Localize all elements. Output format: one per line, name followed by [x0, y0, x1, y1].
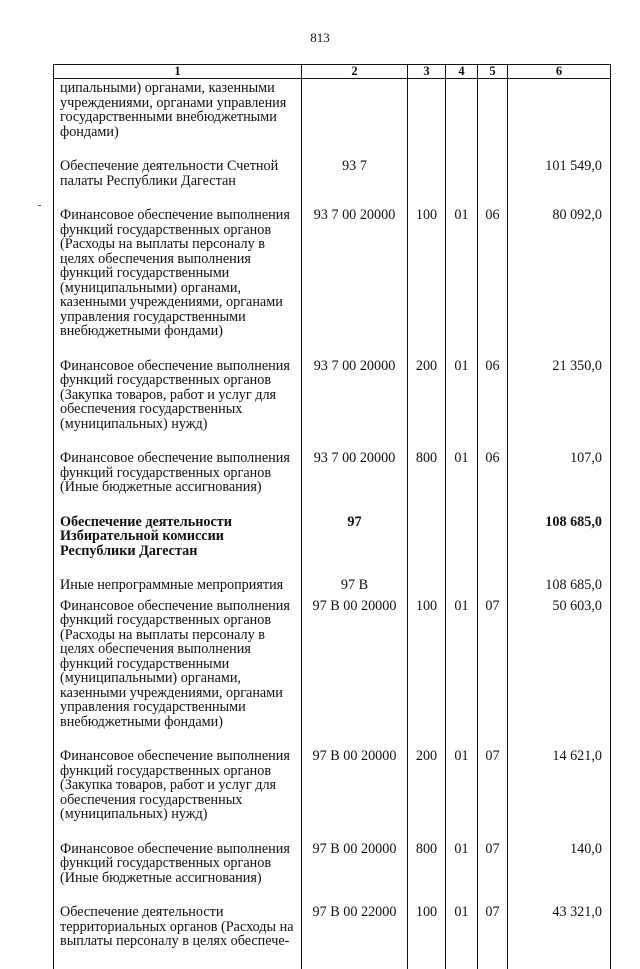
row-name-cell: ципальными) органами, казенными учреждениями, органами управления государственными внебюджетными фондами) [54, 79, 302, 160]
row-vr-cell: 100 [408, 599, 446, 750]
table-row [54, 79, 611, 160]
row-amount-cell [508, 79, 611, 160]
row-amount-cell: 50 603,0 [508, 599, 611, 750]
row-vr-cell: 200 [408, 359, 446, 452]
col-header-vr: 3 [408, 65, 446, 79]
row-rz-cell [446, 515, 478, 579]
col-header-code: 2 [302, 65, 408, 79]
row-amount-cell: 140,0 [508, 842, 611, 906]
row-name-cell: Обеспечение деятельности территориальных органов (Расходы на выплаты персоналу в целях обеспече- [54, 905, 302, 969]
row-name-cell: Финансовое обеспечение выполнения функций государственных органов (Иные бюджетные ассигнования) [54, 451, 302, 515]
row-name-cell: Обеспечение деятельности Избирательной комиссии Республики Дагестан [54, 515, 302, 579]
header-row [54, 65, 611, 79]
row-vr-cell [408, 79, 446, 160]
row-vr-cell: 200 [408, 749, 446, 842]
row-pr-cell: 07 [478, 599, 508, 750]
col-header-name: 1 [54, 65, 302, 79]
row-pr-cell [478, 159, 508, 208]
row-rz-cell: 01 [446, 451, 478, 515]
col-header-amount: 6 [508, 65, 611, 79]
table-row [54, 842, 611, 906]
row-vr-cell [408, 515, 446, 579]
row-vr-cell: 800 [408, 842, 446, 906]
table-row [54, 208, 611, 359]
budget-table [53, 64, 611, 969]
row-vr-cell: 800 [408, 451, 446, 515]
table-row [54, 905, 611, 969]
row-rz-cell: 01 [446, 208, 478, 359]
row-code-cell: 93 7 [302, 159, 408, 208]
row-code-cell: 93 7 00 20000 [302, 451, 408, 515]
row-name-cell: Финансовое обеспечение выполнения функций государственных органов (Закупка товаров, работ и услуг для обеспечения государственных (муниципальных) нужд) [54, 749, 302, 842]
row-amount-cell: 107,0 [508, 451, 611, 515]
row-pr-cell: 07 [478, 749, 508, 842]
table-row [54, 159, 611, 208]
table-row [54, 359, 611, 452]
row-name-cell: Иные непрограммные мепроприятия [54, 578, 302, 599]
row-code-cell: 93 7 00 20000 [302, 208, 408, 359]
row-pr-cell: 07 [478, 842, 508, 906]
row-rz-cell: 01 [446, 599, 478, 750]
row-rz-cell: 01 [446, 905, 478, 969]
row-pr-cell: 07 [478, 905, 508, 969]
row-amount-cell: 101 549,0 [508, 159, 611, 208]
row-rz-cell [446, 79, 478, 160]
row-code-cell: 97 В 00 20000 [302, 749, 408, 842]
table-row [54, 451, 611, 515]
row-pr-cell [478, 79, 508, 160]
row-rz-cell: 01 [446, 359, 478, 452]
col-header-pr: 5 [478, 65, 508, 79]
row-amount-cell: 43 321,0 [508, 905, 611, 969]
row-amount-cell: 108 685,0 [508, 578, 611, 599]
row-name-cell: Обеспечение деятельности Счетной палаты Республики Дагестан [54, 159, 302, 208]
row-name-cell: Финансовое обеспечение выполнения функций государственных органов (Расходы на выплаты персоналу в целях обеспечения выполнения функций государственными (муниципальными) органами, казенными учреждениями, органами управления государственными внебюджетными фондами) [54, 599, 302, 750]
row-amount-cell: 14 621,0 [508, 749, 611, 842]
table-row [54, 749, 611, 842]
row-rz-cell [446, 159, 478, 208]
row-code-cell: 97 В 00 20000 [302, 599, 408, 750]
row-code-cell: 97 В 00 20000 [302, 842, 408, 906]
row-pr-cell [478, 515, 508, 579]
row-vr-cell [408, 578, 446, 599]
row-name-cell: Финансовое обеспечение выполнения функций государственных органов (Иные бюджетные ассигнования) [54, 842, 302, 906]
row-code-cell: 97 [302, 515, 408, 579]
row-name-cell: Финансовое обеспечение выполнения функций государственных органов (Расходы на выплаты персоналу в целях обеспечения выполнения функций государственными (муниципальными) органами, казенными учреждениями, органами управления государственными внебюджетными фондами) [54, 208, 302, 359]
table-row [54, 578, 611, 599]
margin-mark [38, 205, 41, 206]
row-vr-cell: 100 [408, 905, 446, 969]
row-code-cell: 97 В [302, 578, 408, 599]
table-row [54, 599, 611, 750]
row-amount-cell: 108 685,0 [508, 515, 611, 579]
row-pr-cell: 06 [478, 208, 508, 359]
row-amount-cell: 80 092,0 [508, 208, 611, 359]
row-code-cell [302, 79, 408, 160]
row-code-cell: 93 7 00 20000 [302, 359, 408, 452]
row-pr-cell [478, 578, 508, 599]
row-vr-cell: 100 [408, 208, 446, 359]
row-rz-cell: 01 [446, 749, 478, 842]
row-rz-cell [446, 578, 478, 599]
page-number: 813 [310, 30, 330, 45]
row-name-cell: Финансовое обеспечение выполнения функций государственных органов (Закупка товаров, работ и услуг для обеспечения государственных (муниципальных) нужд) [54, 359, 302, 452]
row-pr-cell: 06 [478, 359, 508, 452]
row-vr-cell [408, 159, 446, 208]
col-header-rz: 4 [446, 65, 478, 79]
table-row [54, 515, 611, 579]
row-code-cell: 97 В 00 22000 [302, 905, 408, 969]
row-rz-cell: 01 [446, 842, 478, 906]
row-pr-cell: 06 [478, 451, 508, 515]
row-amount-cell: 21 350,0 [508, 359, 611, 452]
